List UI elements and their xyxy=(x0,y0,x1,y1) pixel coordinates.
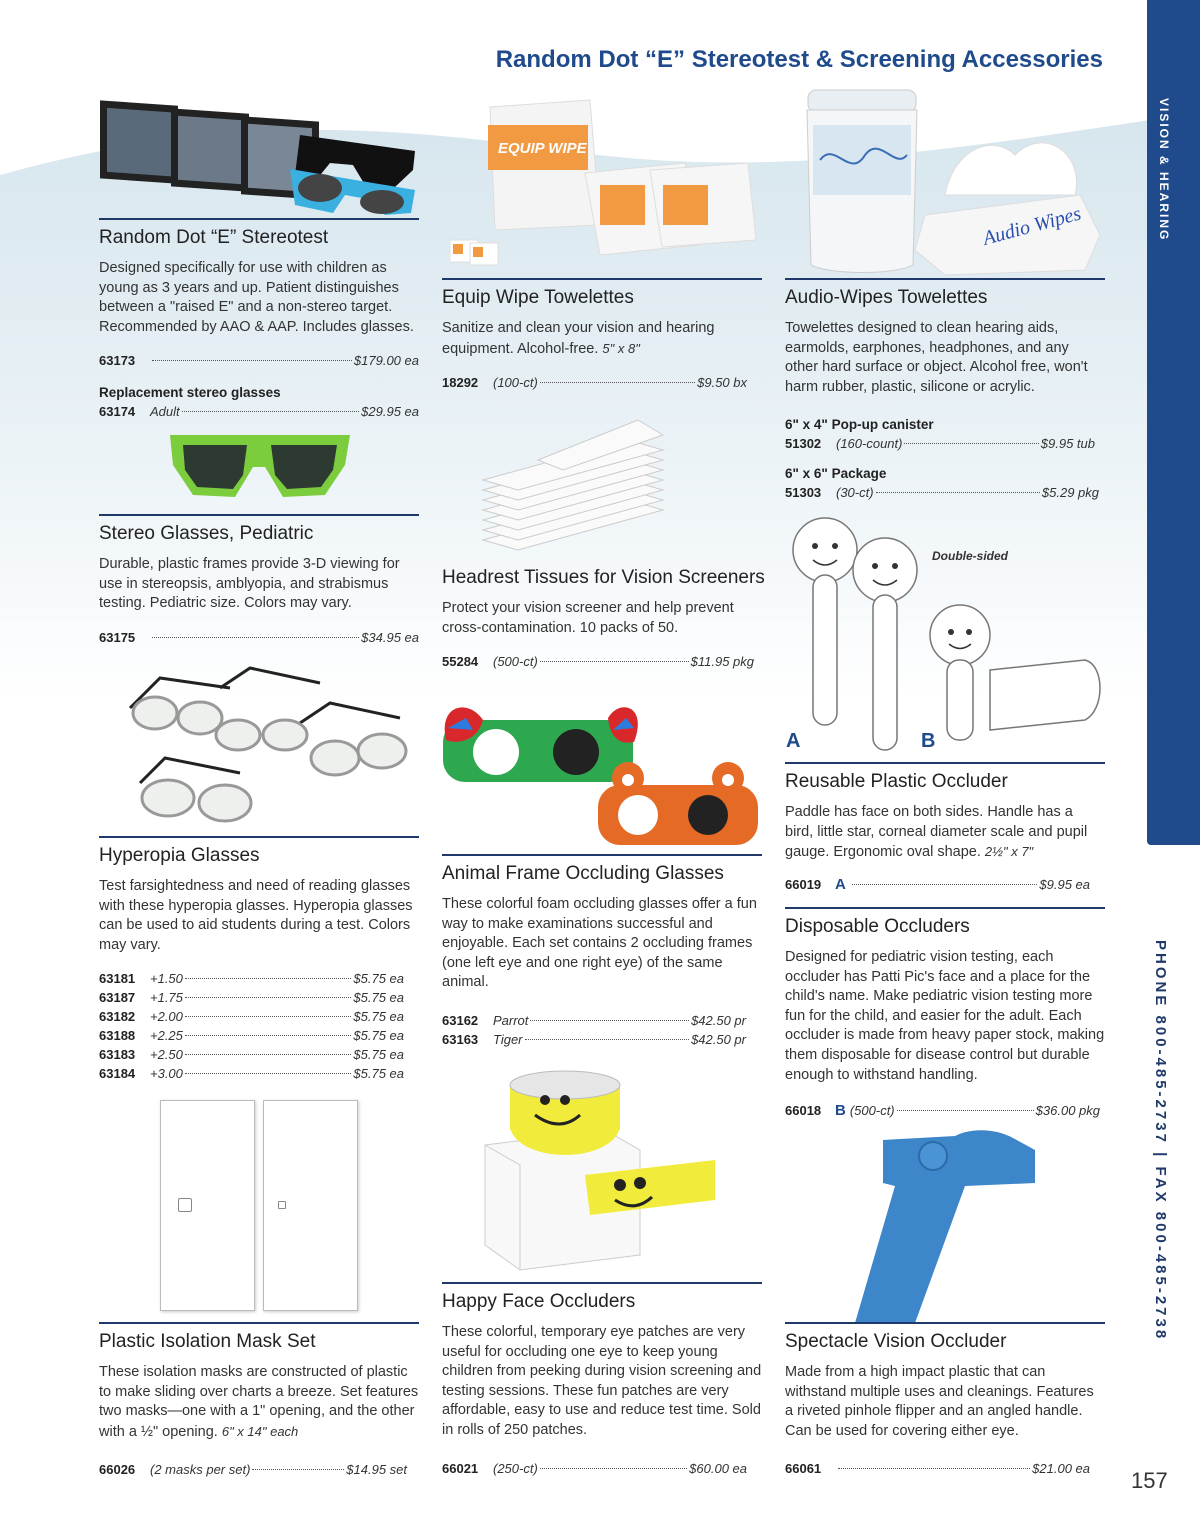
sku: 63182 xyxy=(99,1009,136,1025)
leader-dots xyxy=(525,1039,690,1040)
sku: 66018 xyxy=(785,1103,822,1119)
page-number: 157 xyxy=(1131,1468,1168,1493)
order-line xyxy=(442,1459,747,1478)
leader-dots xyxy=(152,360,352,361)
product-description: Protect your vision screener and help prevent cross-contamination. 10 packs of 50. xyxy=(442,600,734,636)
price: $179.00 ea xyxy=(353,353,419,369)
sku: 63162 xyxy=(442,1012,479,1028)
section-rule xyxy=(785,907,1105,909)
product-headrest-tissues xyxy=(442,566,765,671)
price: $11.95 pkg xyxy=(690,654,754,670)
product-hyperopia-glasses xyxy=(99,836,413,1083)
product-title: Audio-Wipes Towelettes xyxy=(785,287,988,308)
price: $42.50 pr xyxy=(691,1031,746,1047)
section-tab xyxy=(1147,0,1200,845)
product-description xyxy=(442,319,762,359)
spectacle-occluder-image xyxy=(845,1128,1045,1328)
equip-wipe-image xyxy=(450,95,760,280)
product-description: Designed for pediatric vision testing, each occluder has Patti Pic's face and a place for the child's name. Make pediatric vision testing more fun for the child, and easier for the adult. Each occluder is made from heavy paper stock, making them disposable for disease control but durable enough to withstand handling. xyxy=(785,949,1105,1083)
sku: 55284 xyxy=(442,654,479,670)
price: $5.29 pkg xyxy=(1041,485,1099,501)
price: $5.75 ea xyxy=(353,1028,404,1044)
leader-dots xyxy=(540,661,689,662)
page-title: Random Dot “E” Stereotest & Screening Accessories xyxy=(495,46,1103,73)
leader-dots xyxy=(185,1073,351,1074)
description-text: Paddle has face on both sides. Handle has a bird, little star, corneal diameter scale and pupil gauge. Ergonomic oval shape. xyxy=(785,804,1088,861)
price: $14.95 set xyxy=(346,1462,407,1478)
section-rule xyxy=(99,514,419,516)
order-line xyxy=(99,988,404,1007)
order-option: +2.50 xyxy=(150,1047,183,1063)
sku: 63183 xyxy=(99,1047,136,1063)
sku: 63163 xyxy=(442,1031,479,1047)
sku: 66021 xyxy=(442,1460,479,1476)
product-description xyxy=(99,1363,419,1442)
order-option: +3.00 xyxy=(150,1066,183,1082)
product-stereo-glasses-pediatric xyxy=(99,514,419,647)
order-line xyxy=(785,875,1090,894)
product-plastic-isolation-mask-set xyxy=(99,1322,419,1479)
price: $21.00 ea xyxy=(1032,1461,1090,1477)
occluder-label-b: B xyxy=(921,730,936,752)
order-option: +2.25 xyxy=(150,1028,183,1044)
price: $29.95 ea xyxy=(361,404,419,420)
order-line xyxy=(99,1026,404,1045)
leader-dots xyxy=(838,1468,1030,1469)
sku: 51302 xyxy=(785,436,822,452)
subheading: 6" x 4" Pop-up canister xyxy=(785,417,934,433)
leader-dots xyxy=(252,1469,344,1470)
leader-dots xyxy=(904,443,1038,444)
product-description: Made from a high impact plastic that can withstand multiple uses and cleanings. Features a riveted pinhole flipper and an angled handle. Can be used for covering either eye. xyxy=(785,1364,1094,1439)
audio-wipes-image xyxy=(795,85,1105,280)
leader-dots xyxy=(185,997,351,998)
product-title: Plastic Isolation Mask Set xyxy=(99,1331,316,1352)
product-description xyxy=(785,803,1105,863)
order-line xyxy=(785,483,1099,502)
leader-dots xyxy=(852,884,1038,885)
product-audio-wipes-towelettes xyxy=(785,278,1105,502)
order-option: (160-count) xyxy=(836,436,903,452)
occluder-label-a: A xyxy=(786,730,801,752)
product-description: These colorful, temporary eye patches are very useful for occluding one eye to keep young children from peeking during vision screening and testing sessions. These fun patches are very affordable, easy to use and reduce test time. Sold in rolls of 250 patches. xyxy=(442,1324,762,1438)
leader-dots xyxy=(540,382,695,383)
product-title: Animal Frame Occluding Glasses xyxy=(442,863,724,884)
product-title: Spectacle Vision Occluder xyxy=(785,1331,1007,1352)
order-line xyxy=(785,434,1095,453)
sku: 18292 xyxy=(442,375,479,391)
product-description: Towelettes designed to clean hearing aids, earmolds, earphones, headphones, and any other hard surface or object. Alcohol free, won't harm rubber, plastic, silicone or acrylic. xyxy=(785,320,1088,395)
audio-wipes-brand-text: Audio Wipes xyxy=(980,202,1084,250)
order-line xyxy=(99,1064,404,1083)
order-option: (100-ct) xyxy=(493,375,538,391)
price: $5.75 ea xyxy=(353,1009,404,1025)
order-option: +2.00 xyxy=(150,1009,183,1025)
price: $34.95 ea xyxy=(361,629,419,645)
product-size: 2½" x 7" xyxy=(984,844,1034,860)
order-line xyxy=(99,1460,407,1479)
contact-info: PHONE 800-485-2737 | FAX 800-485-2738 xyxy=(1152,940,1169,1342)
order-line xyxy=(99,402,419,421)
sku: 66061 xyxy=(785,1461,822,1477)
section-rule xyxy=(785,1322,1105,1324)
subheading: 6" x 6" Package xyxy=(785,466,887,482)
order-line xyxy=(99,1045,404,1064)
order-option: (30-ct) xyxy=(836,485,874,501)
order-option: Parrot xyxy=(493,1012,529,1028)
description-text: These isolation masks are constructed of plastic to make sliding over charts a breeze. Set features two masks—one with a 1" opening, and the other with a ½" opening. xyxy=(99,1364,419,1440)
order-option: Adult xyxy=(150,404,180,420)
hyperopia-glasses-image xyxy=(120,663,415,833)
order-line xyxy=(785,1101,1100,1120)
order-line xyxy=(785,1459,1090,1478)
variant-letter: B xyxy=(835,1102,846,1120)
leader-dots xyxy=(185,1054,351,1055)
product-description: Durable, plastic frames provide 3-D viewing for use in stereopsis, amblyopia, and strabismus testing. Pediatric size. Colors may vary. xyxy=(99,556,400,612)
price: $5.75 ea xyxy=(353,990,404,1006)
product-equip-wipe-towelettes xyxy=(442,278,762,392)
product-title: Headrest Tissues for Vision Screeners xyxy=(442,567,765,588)
section-rule xyxy=(442,854,762,856)
product-title: Happy Face Occluders xyxy=(442,1291,636,1312)
sku: 63173 xyxy=(99,353,136,369)
sku: 63175 xyxy=(99,629,136,645)
leader-dots xyxy=(185,978,351,979)
stereo-glasses-image xyxy=(165,425,355,510)
isolation-mask-image xyxy=(160,1100,360,1312)
section-rule xyxy=(785,278,1105,280)
order-line xyxy=(99,969,404,988)
product-random-dot-stereotest xyxy=(99,218,419,421)
leader-dots xyxy=(897,1110,1034,1111)
sku: 51303 xyxy=(785,485,822,501)
order-option: (2 masks per set) xyxy=(150,1462,251,1478)
price: $9.50 bx xyxy=(697,375,747,391)
leader-dots xyxy=(530,1020,689,1021)
order-option: (250-ct) xyxy=(493,1460,538,1476)
product-title: Disposable Occluders xyxy=(785,916,970,937)
product-description: Designed specifically for use with children as young as 3 years and up. Patient distinguishes between a "raised E" and a non-stereo target. Recommended by AAO & AAP. Includes glasses. xyxy=(99,260,414,335)
double-sided-note: Double-sided xyxy=(932,549,1009,563)
leader-dots xyxy=(182,411,360,412)
price: $9.95 ea xyxy=(1039,876,1090,892)
order-line xyxy=(442,1011,746,1030)
order-option: +1.50 xyxy=(150,971,183,987)
headrest-tissues-image xyxy=(478,405,668,555)
leader-dots xyxy=(185,1035,351,1036)
price: $42.50 pr xyxy=(691,1012,746,1028)
section-rule xyxy=(99,836,419,838)
sku: 63187 xyxy=(99,990,136,1006)
leader-dots xyxy=(152,637,359,638)
product-spectacle-vision-occluder xyxy=(785,1322,1105,1478)
order-line xyxy=(99,1007,404,1026)
product-happy-face-occluders xyxy=(442,1282,762,1478)
section-rule xyxy=(99,1322,419,1324)
product-animal-frame-occluding-glasses xyxy=(442,854,762,1049)
order-line xyxy=(442,373,747,392)
product-title: Equip Wipe Towelettes xyxy=(442,287,634,308)
order-option: +1.75 xyxy=(150,990,183,1006)
order-line xyxy=(99,628,419,647)
sku: 63184 xyxy=(99,1066,136,1082)
order-option: (500-ct) xyxy=(849,1103,895,1119)
product-description: Test farsightedness and need of reading glasses with these hyperopia glasses. Hyperopia glasses can be used to aid students during a test. Colors may vary. xyxy=(99,878,413,953)
leader-dots xyxy=(876,492,1040,493)
section-rule xyxy=(99,218,419,220)
variant-letter: A xyxy=(835,875,846,893)
order-line xyxy=(442,652,754,671)
stereotest-image xyxy=(95,95,420,220)
section-rule xyxy=(442,1282,762,1284)
price: $36.00 pkg xyxy=(1035,1103,1100,1119)
order-line xyxy=(99,351,419,370)
description-text: Sanitize and clean your vision and hearing equipment. Alcohol-free. xyxy=(442,320,715,357)
product-title: Random Dot “E” Stereotest xyxy=(99,227,329,248)
equip-wipe-brand-text: EQUIP WIPE xyxy=(498,140,587,157)
sku: 63181 xyxy=(99,971,136,987)
section-rule xyxy=(442,278,762,280)
sku: 63188 xyxy=(99,1028,136,1044)
section-tab-label: VISION & HEARING xyxy=(1157,98,1171,242)
product-size: 5" x 8" xyxy=(602,340,640,356)
leader-dots xyxy=(185,1016,351,1017)
order-option: Tiger xyxy=(493,1031,523,1047)
product-size: 6" x 14" each xyxy=(221,1423,299,1439)
product-reusable-plastic-occluder xyxy=(785,762,1105,894)
price: $5.75 ea xyxy=(353,1066,404,1082)
product-disposable-occluders xyxy=(785,907,1105,1120)
order-line xyxy=(442,1030,746,1049)
subheading: Replacement stereo glasses xyxy=(99,385,281,401)
section-rule xyxy=(785,762,1105,764)
animal-frame-glasses-image xyxy=(438,700,760,850)
product-description: These colorful foam occluding glasses offer a fun way to make examinations successful and enjoyable. Each set contains 2 occluding frames (one left eye and one right eye) of the same animal. xyxy=(442,896,757,991)
sku: 63174 xyxy=(99,404,136,420)
price: $5.75 ea xyxy=(353,971,404,987)
leader-dots xyxy=(540,1468,687,1469)
sku: 66026 xyxy=(99,1462,136,1478)
sku: 66019 xyxy=(785,876,822,892)
happy-face-occluders-image xyxy=(480,1065,720,1275)
order-option: (500-ct) xyxy=(493,654,538,670)
product-title: Stereo Glasses, Pediatric xyxy=(99,523,314,544)
price: $5.75 ea xyxy=(353,1047,404,1063)
product-title: Reusable Plastic Occluder xyxy=(785,771,1008,792)
price: $9.95 tub xyxy=(1040,436,1095,452)
price: $60.00 ea xyxy=(689,1460,747,1476)
product-title: Hyperopia Glasses xyxy=(99,845,260,866)
